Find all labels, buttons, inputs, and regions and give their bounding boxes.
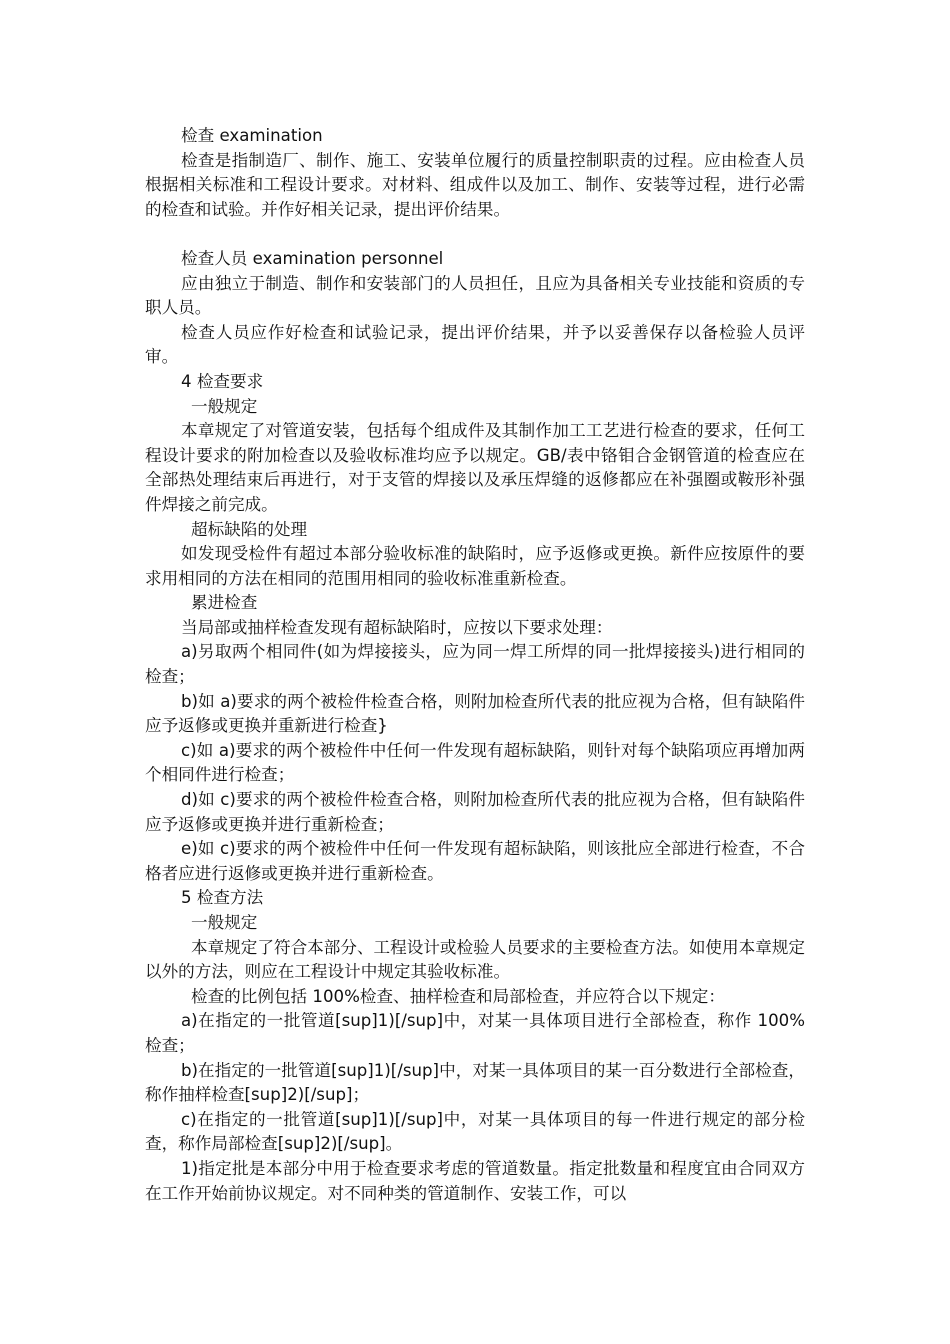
progressive-item-d: d)如 c)要求的两个被检件检查合格，则附加检查所代表的批应视为合格，但有缺陷件应予返修或更换并进行重新检查； (145, 790, 805, 834)
definition-examination: 检查是指制造厂、制作、施工、安装单位履行的质量控制职责的过程。应由检查人员根据相关标准和工程设计要求。对材料、组成件以及加工、制作、安装等过程，进行必需的检查和试验。并作好相关记录，提出评价结果。 (145, 150, 805, 219)
footnote-1: 1)指定批是本部分中用于检查要求考虑的管道数量。指定批数量和程度宜由合同双方在工作开始前协议规定。对不同种类的管道制作、安装工作，可以 (145, 1158, 805, 1203)
term-examination: 检查 examination (181, 126, 323, 145)
progressive-item-b: b)如 a)要求的两个被检件检查合格，则附加检查所代表的批应视为合格，但有缺陷件应予返修或更换并重新进行检查} (145, 691, 805, 736)
blank-line (145, 222, 805, 247)
ratio-intro: 检查的比例包括 100%检查、抽样检查和局部检查，并应符合以下规定： (191, 986, 725, 1006)
term-examination-personnel: 检查人员 examination personnel (181, 248, 444, 268)
section-4-general-text: 本章规定了对管道安装，包括每个组成件及其制作加工工艺进行检查的要求，任何工程设计要求的附加检查以及验收标准均应予以规定。GB/表中铬钼合金钢管道的检查应在全部热处理结束后再进行，对于支管的焊接以及承压焊缝的返修都应在补强圈或鞍形补强件焊接之前完成。 (145, 421, 805, 514)
defect-handling-text: 如发现受检件有超过本部分验收标准的缺陷时，应予返修或更换。新件应按原件的要求用相同的方法在相同的范围用相同的验收标准重新检查。 (145, 544, 805, 588)
section-5-general-heading: 一般规定 (191, 913, 258, 932)
progressive-item-a: a)另取两个相同件(如为焊接接头，应为同一焊工所焊的同一批焊接接头)进行相同的检查； (145, 642, 805, 687)
definition-personnel-1: 应由独立于制造、制作和安装部门的人员担任，且应为具备相关专业技能和资质的专职人员。 (145, 273, 805, 318)
progressive-item-c: c)如 a)要求的两个被检件中任何一件发现有超标缺陷，则针对每个缺陷项应再增加两个相同件进行检查； (145, 740, 805, 785)
ratio-item-b: b)在指定的一批管道[sup]1)[/sup]中，对某一具体项目的某一百分数进行全部检查，称作抽样检查[sup]2)[/sup]； (145, 1060, 805, 1105)
defect-handling-heading: 超标缺陷的处理 (191, 519, 308, 539)
ratio-item-c: c)在指定的一批管道[sup]1)[/sup]中，对某一具体项目的每一件进行规定的部分检查，称作局部检查[sup]2)[/sup]。 (145, 1109, 805, 1154)
document-body (145, 124, 805, 1206)
progressive-examination-intro: 当局部或抽样检查发现有超标缺陷时，应按以下要求处理： (181, 617, 613, 637)
progressive-item-e: e)如 c)要求的两个被检件中任何一件发现有超标缺陷，则该批应全部进行检查，不合格者应进行返修或更换并进行重新检查。 (145, 839, 805, 883)
section-4-heading: 4 检查要求 (181, 371, 264, 391)
section-4-general-heading: 一般规定 (191, 396, 258, 416)
section-5-heading: 5 检查方法 (181, 888, 264, 908)
progressive-examination-heading: 累进检查 (191, 593, 258, 613)
section-5-general-text: 本章规定了符合本部分、工程设计或检验人员要求的主要检查方法。如使用本章规定以外的方法，则应在工程设计中规定其验收标准。 (145, 937, 805, 982)
ratio-item-a: a)在指定的一批管道[sup]1)[/sup]中，对某一具体项目进行全部检查，称作 100%检查； (145, 1011, 805, 1055)
definition-personnel-2: 检查人员应作好检查和试验记录，提出评价结果，并予以妥善保存以备检验人员评审。 (145, 322, 805, 367)
